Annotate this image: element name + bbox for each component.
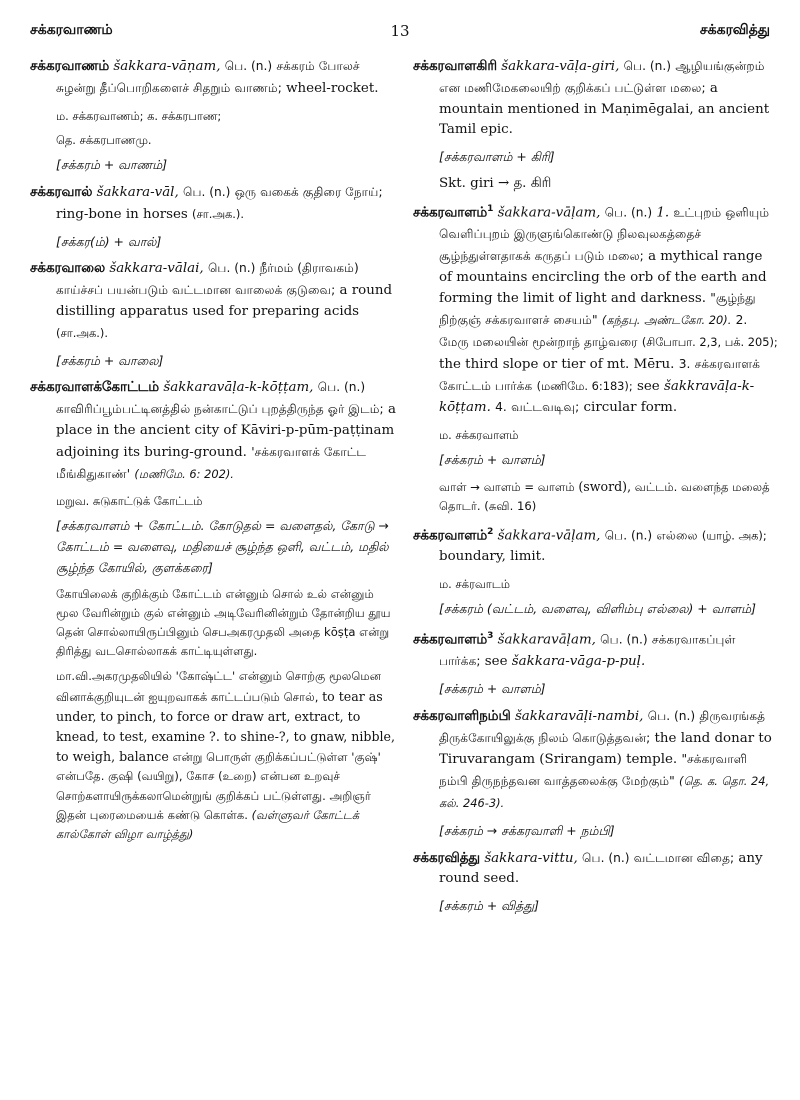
cognates: ம. சக்கரவாணம்; க. சக்கரபாண;	[56, 108, 222, 123]
part-of-speech: பெ. (n.)	[604, 205, 653, 220]
synonym: மறுவ. சுடுகாட்டுக் கோட்டம்	[56, 494, 203, 509]
tamil-definition: ஒரு வகைக் குதிரை நோய்;	[234, 184, 383, 199]
note-text: மா.வி.அகரமுதலியில் 'கோஷ்ட்ட' என்னும் சொற்கு மூலமென வினாக்குறியுடன் ஐயுறவாகக் காட்டப்படும் சொல்,	[56, 669, 381, 704]
note-text: என்று பொருள் குறிக்கப்பட்டுள்ள 'குஷ்' என்பதே. குஷி (வயிறு), கோச (உறை) என்பன உறவுச் சொற்களாயிருக்கலாமென்றுங் குறிக்கப் பட்டுள்ளது. அறிஞர் இதன் புரைமையைக் கண்டு கொள்க.	[56, 750, 381, 822]
note-english: (sword),	[578, 478, 632, 494]
note-english: to tear as under, to pinch, to force or draw art, extract, to knead, to test, examine ?. to shine-?, to gnaw, nibble, to weigh, balance	[56, 688, 396, 765]
quotation-citation: (கந்தபு. அண்டகோ. 20).	[601, 313, 732, 328]
tamil-definition: சக்கரவாகப்புள் பார்க்க;	[439, 632, 736, 669]
quotation: 'சக்கரவாளக் கோட்ட மீங்கிதுகாண்'	[56, 444, 367, 481]
transliteration: šakkara-vāḷam,	[497, 205, 601, 221]
etymology: [சக்கரம் (வட்டம், வளைவு, விளிம்பு எல்லை) + வாளம்]	[439, 601, 756, 617]
part-of-speech: பெ. (n.)	[600, 632, 648, 647]
quotation: "சக்கரவாளி நம்பி திருநந்தவன வாத்தலைக்கு மேற்கும்"	[439, 752, 748, 789]
source-citation: (சிபோபா. 2,3, பக். 205);	[641, 335, 778, 350]
right-column	[413, 56, 779, 923]
transliteration: šakkara-vāḷam,	[497, 528, 601, 544]
header-right-guideword: சக்கரவித்து	[699, 22, 770, 38]
source-citation: (சா.அக.).	[56, 325, 108, 340]
see-label: see	[484, 654, 508, 670]
tamil-definition: எல்லை	[656, 528, 698, 543]
part-of-speech: பெ. (n.)	[317, 380, 366, 395]
part-of-speech: பெ. (n.)	[604, 528, 653, 543]
sense-number: 2.	[735, 313, 748, 328]
etymology-note	[56, 667, 396, 844]
etymology: [சக்கரம் → சக்கரவாளி + நம்பி]	[439, 822, 615, 838]
dictionary-entry	[30, 56, 396, 100]
note-text: வட்டம். வளைந்த மலைத் தொடர்.	[439, 479, 770, 514]
english-definition: the third slope or tier of mt. Mēru.	[439, 356, 675, 372]
part-of-speech: பெ. (n.)	[224, 59, 273, 73]
english-definition: boundary, limit.	[439, 549, 546, 565]
quotation-citation: (மணிமே. 6: 202).	[134, 466, 234, 481]
tamil-definition: திருவரங்கத் திருக்கோயிலுக்கு நிலம் கொடுத்தவன்;	[439, 708, 766, 745]
page-number: 13	[390, 22, 410, 40]
english-definition: any round seed.	[439, 850, 763, 887]
dictionary-entry	[413, 199, 779, 419]
homonym-number: 2	[487, 527, 494, 538]
headword: சக்கரவாளகிரி	[413, 59, 497, 74]
tamil-definition: ஆழியங்குன்றம் என மணிமேகலையிற் குறிக்கப் பட்டுள்ள மலை;	[439, 59, 765, 95]
headword: சக்கரவாளம்	[413, 205, 488, 221]
header-left-guideword: சக்கரவாணம்	[30, 22, 113, 38]
english-definition: ring-bone in horses	[56, 206, 188, 222]
see-label: see	[636, 378, 660, 394]
page-header	[30, 22, 770, 46]
transliteration: šakkara-vāṇam,	[113, 59, 221, 74]
note-citation: (சுவி. 16)	[484, 499, 537, 514]
source-citation: (மணிமே. 6:183);	[536, 378, 633, 393]
dictionary-entry	[413, 706, 779, 815]
homonym-number: 3	[487, 630, 494, 641]
etymology: [சக்கரம் + வித்து]	[439, 898, 539, 914]
sense-number: 4.	[495, 400, 507, 415]
etymology: [சக்கரம் + வாளம்]	[439, 452, 546, 468]
headword: சக்கரவாளக்கோட்டம்	[30, 380, 160, 396]
tamil-definition: சக்கரவாளக் கோட்டம் பார்க்க	[439, 356, 761, 393]
source-citation: (யாழ். அக);	[701, 528, 767, 543]
transliteration: šakkaravāḷi-nambi,	[514, 708, 644, 724]
headword: சக்கரவாளம்	[413, 528, 488, 544]
headword: சக்கரவாலை	[30, 261, 106, 277]
transliteration: šakkara-vittu,	[484, 850, 578, 866]
etymology: [சக்கரம் + வாளம்]	[439, 680, 546, 696]
etymology: [சக்கரம் + வாணம்]	[56, 157, 168, 173]
part-of-speech: பெ. (n.)	[183, 184, 231, 199]
english-definition: a place in the ancient city of Kāviri-p-pūm-paṭṭinam adjoining its buring-ground.	[56, 402, 396, 460]
cross-reference: šakkravāḷa-k-kōṭṭam.	[439, 378, 755, 416]
english-definition: circular form.	[583, 400, 678, 416]
dictionary-entry	[30, 258, 396, 344]
headword: சக்கரவாளிநம்பி	[413, 708, 511, 724]
sense-number: 3.	[678, 356, 691, 371]
tamil-definition: சக்கரம் போலச் சுழன்று தீப்பொறிகளைச் சிதறும் வாணம்;	[56, 59, 360, 95]
english-definition: the land donar to Tiruvarangam (Srirangam) temple.	[439, 730, 772, 768]
dictionary-entry	[413, 522, 779, 568]
etymology: [சக்கர(ம்) + வால்]	[56, 233, 162, 249]
quotation: "சூழ்ந்து நிற்குஞ் சக்கரவாளச் சையம்"	[439, 291, 756, 328]
homonym-number: 1	[487, 203, 494, 214]
transliteration: šakkaravāḷam,	[497, 632, 596, 648]
dictionary-entry	[413, 848, 779, 891]
etymology-note: கோயிலைக் குறிக்கும் கோட்டம் என்னும் சொல் உல் என்னும் மூல வேரின்றும் குல் என்னும் அடிவேரினின்றும் தோன்றிய தூய தென் சொல்லாயிருப்பினும் செபஅகரமுதலி அதை kōṣṭa என்று திரித்து வடசொல்லாகக் காட்டியுள்ளது.	[56, 586, 391, 659]
dictionary-entry	[413, 56, 779, 141]
note-citation: (வள்ளுவர் கோட்டக் கால்கோள் விழா வாழ்த்து)	[56, 807, 360, 841]
english-definition: a mythical range of mountains encircling the orb of the earth and forming the limit of light and darkness.	[439, 248, 767, 307]
dictionary-entry	[413, 626, 779, 673]
part-of-speech: பெ. (n.)	[623, 59, 672, 73]
note-text: வாள் → வாளம் = வாளம்	[439, 479, 575, 494]
etymology: [சக்கரவாளம் + கிரி]	[439, 149, 555, 165]
english-definition: wheel-rocket.	[286, 80, 379, 96]
headword: சக்கரவாணம்	[30, 59, 110, 74]
tamil-definition: நீர்மம் (திராவகம்) காய்ச்சப் பயன்படும் வட்டமான வாலைக் குடுவை;	[56, 261, 359, 298]
tamil-definition: வட்டமான விதை;	[633, 850, 735, 865]
tamil-definition: உட்புறம் ஒளியும் வெளிப்புறம் இருளுங்கொண்டு நிலவுலகத்தைச் சூழ்ந்துள்ளதாகக் கருதப் படும் மலை;	[439, 205, 770, 263]
english-definition: a round distilling apparatus used for preparing acids	[56, 283, 393, 319]
etymology: [சக்கரவாளம் + கோட்டம். கோடுதல் = வளைதல், கோடு → கோட்டம் = வளைவு, மதியைச் சூழ்ந்த ஒளி, வட்டம், மதில் சூழ்ந்த கோயில், குளக்கரை]	[56, 518, 389, 575]
dictionary-entry	[30, 182, 396, 226]
part-of-speech: பெ. (n.)	[207, 261, 256, 276]
tamil-definition: வட்டவடிவு;	[511, 400, 580, 415]
etymology-note	[439, 477, 779, 516]
cognates: ம. சக்கரவாளம்	[439, 428, 519, 443]
headword: சக்கரவாளம்	[413, 632, 488, 648]
sanskrit-source: Skt. giri → த. கிரி	[439, 175, 552, 191]
transliteration: šakkara-vāl,	[96, 184, 179, 200]
transliteration: šakkara-vālai,	[109, 261, 204, 277]
etymology: [சக்கரம் + வாலை]	[56, 352, 164, 368]
headword: சக்கரவித்து	[413, 850, 481, 866]
transliteration: šakkara-vāḷa-giri,	[501, 59, 620, 74]
transliteration: šakkaravāḷa-k-kōṭṭam,	[163, 380, 314, 396]
source-citation: (சா.அக.).	[192, 206, 244, 221]
dictionary-entry	[30, 377, 396, 485]
english-definition: a mountain mentioned in Maṇimēgalai, an ancient Tamil epic.	[439, 80, 770, 138]
cognates: தெ. சக்கரபாணமு.	[56, 133, 152, 148]
quotation-citation: (தெ. க. தொ. 24, கல். 246-3).	[439, 774, 770, 810]
tamil-definition: மேரு மலையின் மூன்றாந் தாழ்வரை	[439, 335, 638, 350]
left-column	[30, 56, 396, 850]
cross-reference: šakkara-vāga-p-puḷ.	[511, 654, 646, 670]
part-of-speech: பெ. (n.)	[647, 708, 696, 723]
part-of-speech: பெ. (n.)	[582, 850, 630, 865]
sense-number: 1.	[656, 205, 670, 221]
cognates: ம. சக்ரவாடம்	[439, 577, 510, 592]
tamil-definition: காவிரிப்பூம்பட்டினத்தில் நன்காட்டுப் புறத்திருந்த ஓர் இடம்;	[56, 402, 384, 417]
headword: சக்கரவால்	[30, 184, 93, 200]
